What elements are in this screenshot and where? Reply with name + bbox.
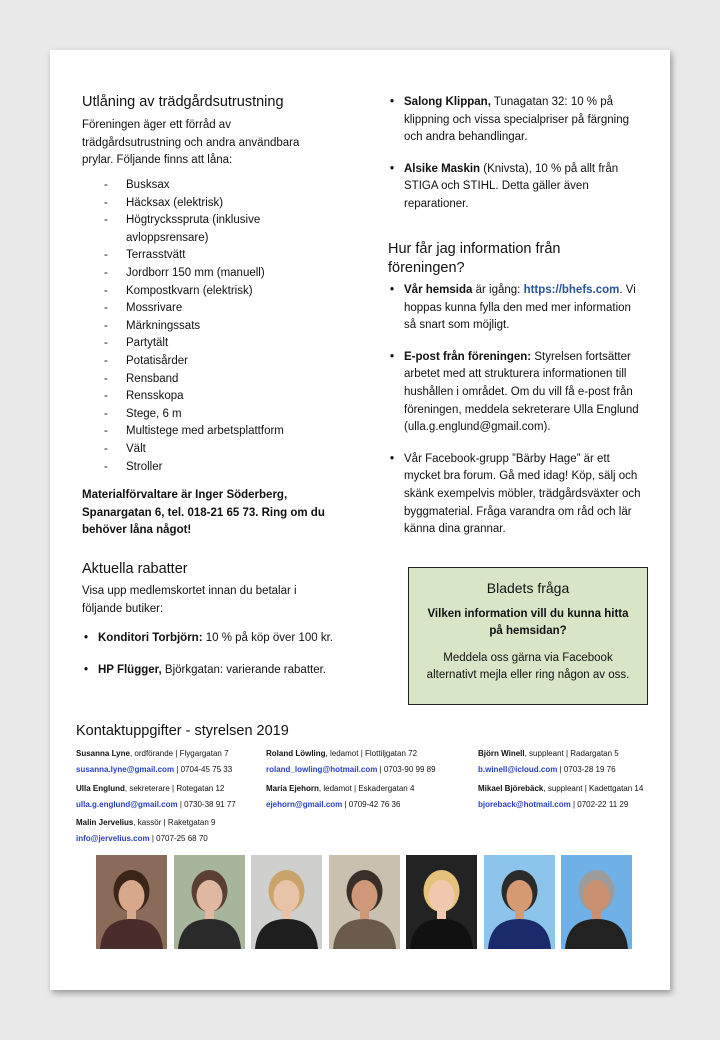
lending-item: - Terrasstvätt — [104, 247, 314, 265]
board-member-photo — [406, 855, 477, 949]
lending-item: - Potatisårder — [104, 353, 314, 371]
question-box-question: Vilken information vill du kunna hitta på hemsidan? — [427, 608, 629, 637]
discounts-intro: Visa upp medlemskortet innan du betalar i följande butiker: — [82, 585, 297, 615]
portrait-image — [329, 855, 400, 949]
contact-line — [478, 762, 619, 778]
info-item — [390, 349, 644, 437]
contact-phone: | 0707-25 68 70 — [151, 833, 208, 843]
lending-item-list — [104, 177, 314, 476]
discount-shop-name: Salong Klippan, — [404, 96, 491, 108]
contact-card — [76, 815, 216, 846]
contact-role: , kassör — [133, 818, 162, 827]
contact-line — [76, 831, 216, 847]
contact-card — [266, 781, 414, 812]
contact-card — [76, 781, 236, 812]
contact-card — [478, 781, 643, 812]
contact-address: | Kadettgatan 14 — [584, 784, 644, 793]
contact-line — [478, 797, 643, 813]
info-item — [390, 451, 644, 539]
lending-item: - Mossrivare — [104, 300, 314, 318]
contact-name: Ulla Englund — [76, 784, 125, 793]
contact-phone: | 0730-38 91 77 — [179, 799, 236, 809]
contact-line — [266, 781, 414, 797]
discount-shop-name: Alsike Maskin — [404, 162, 481, 175]
contact-role: , sekreterare — [124, 784, 170, 793]
contact-role: , suppleant — [524, 749, 564, 758]
lending-item: - Märkningssats — [104, 318, 314, 336]
discount-text: Tunagatan 32: 10 % på klippning och vissa specialpriser på färgning och andra behandlingar. — [404, 96, 630, 144]
contact-line — [266, 797, 414, 813]
info-item-text: är igång: — [472, 284, 524, 296]
newsletter-page — [50, 50, 670, 990]
contact-name: Björn Winell — [478, 749, 525, 758]
contact-name: Maria Ejehorn — [266, 784, 319, 793]
question-box-title: Bladets fråga — [486, 580, 570, 596]
contact-line — [478, 781, 643, 797]
contact-phone: | 0703-90 99 89 — [379, 764, 436, 774]
lending-item: - Partytält — [104, 335, 314, 353]
contact-phone: | 0704-45 75 33 — [176, 764, 233, 774]
discount-text: 10 % på köp över 100 kr. — [202, 632, 333, 644]
portrait-image — [174, 855, 245, 949]
info-item-text: Vår Facebook-grupp ”Bärby Hage” är ett mycket bra forum. Gå med idag! Köp, sälj och skänk exempelvis möbler, trädgårdsväxter och byggmaterial. Fråga varandra om råd och lär känna dina grannar. — [404, 452, 641, 536]
contact-line — [478, 746, 619, 762]
contact-name: Susanna Lyne — [76, 749, 130, 758]
info-list — [390, 282, 644, 553]
contact-name: Mikael Björebäck — [478, 784, 544, 793]
lending-heading: Utlåning av trädgårdsutrustning — [82, 94, 284, 110]
material-manager-note — [82, 487, 342, 540]
manager-line: Spanargatan 6, tel. 018-21 65 73. Ring om du — [82, 506, 325, 519]
contact-line — [266, 762, 436, 778]
discount-item — [84, 630, 354, 648]
portrait-image — [406, 855, 477, 949]
lending-item: - Kompostkvarn (elektrisk) — [104, 283, 314, 301]
lending-item: - Stege, 6 m — [104, 406, 314, 424]
manager-line: Materialförvaltare är Inger Söderberg, — [82, 489, 288, 501]
contact-card — [478, 746, 619, 777]
board-member-photo — [251, 855, 322, 949]
contact-line — [266, 746, 436, 762]
contact-line — [76, 815, 216, 831]
contact-email-link[interactable]: ulla.g.englund@gmail.com — [76, 799, 178, 809]
info-item-text: Styrelsen fortsätter arbetet med att strukturera informationen till hushållen i området. Om du vill få e-post från föreningen, meddela sekreterare Ulla Englund (ulla.g.englund@gmail.com). — [404, 350, 639, 434]
discount-text: (Knivsta), 10 % på allt från STIGA och STIHL. Detta gäller även reparationer. — [404, 162, 619, 210]
discount-shop-name: Konditori Torbjörn: — [98, 632, 203, 644]
contact-card — [76, 746, 232, 777]
info-item — [390, 282, 644, 335]
contact-line — [76, 762, 232, 778]
board-member-photo — [174, 855, 245, 949]
discount-shop-name: HP Flügger, — [98, 663, 162, 676]
contact-role: , ledamot — [325, 749, 359, 758]
discount-item — [390, 161, 638, 214]
question-box-message: Meddela oss gärna via Facebook alternativt mejla eller ring någon av oss. — [426, 652, 630, 681]
contact-line — [76, 746, 232, 762]
contact-line — [76, 781, 236, 797]
contact-phone: | 0702-22 11 29 — [572, 799, 629, 809]
contact-email-link[interactable]: ejehorn@gmail.com — [266, 799, 343, 809]
manager-line: behöver låna något! — [82, 524, 192, 537]
lending-item: - Rensskopa — [104, 388, 314, 406]
contact-name: Roland Löwling — [266, 749, 326, 758]
contact-address: | Rotegatan 12 — [172, 784, 225, 793]
info-heading: Hur får jag information från föreningen? — [388, 241, 561, 276]
discount-item — [390, 94, 638, 147]
board-member-photo — [561, 855, 632, 949]
info-item-text-end: . Vi hoppas kunna fylla den med mer information så snart som möjligt. — [404, 284, 636, 332]
contact-card — [266, 746, 436, 777]
contact-email-link[interactable]: roland_lowling@hotmail.com — [266, 764, 378, 774]
lending-item: - Busksax — [104, 177, 314, 195]
contact-email-link[interactable]: info@jervelius.com — [76, 833, 150, 843]
lending-item: - Högtrycksspruta (inklusive avloppsrensare) — [104, 212, 314, 247]
portrait-image — [251, 855, 322, 949]
info-item-title: E-post från föreningen: — [404, 350, 532, 363]
website-link[interactable]: https://bhefs.com — [523, 284, 620, 296]
discount-list — [84, 630, 354, 693]
lending-item: - Jordborr 150 mm (manuell) — [104, 265, 314, 283]
lending-item: - Rensband — [104, 371, 314, 389]
discounts-heading: Aktuella rabatter — [82, 561, 188, 577]
board-photo-row — [96, 855, 632, 949]
contact-name: Malin Jervelius — [76, 818, 134, 827]
contact-line — [76, 797, 236, 813]
lending-item: - Häcksax (elektrisk) — [104, 195, 314, 213]
contact-email-link[interactable]: bjoreback@hotmail.com — [478, 799, 571, 809]
lending-item: - Stroller — [104, 459, 314, 477]
board-member-photo — [96, 855, 167, 949]
lending-item: - Multistege med arbetsplattform — [104, 423, 314, 441]
contact-email-link[interactable]: susanna.lyne@gmail.com — [76, 764, 175, 774]
lending-intro: Föreningen äger ett förråd av trädgårdsutrustning och andra användbara prylar. Följande finns att låna: — [82, 119, 300, 167]
lending-item: - Vält — [104, 441, 314, 459]
board-member-photo — [484, 855, 555, 949]
contacts-heading: Kontaktuppgifter - styrelsen 2019 — [76, 723, 289, 739]
portrait-image — [561, 855, 632, 949]
contact-email-link[interactable]: b.winell@icloud.com — [478, 764, 558, 774]
discount-item — [84, 662, 354, 680]
contact-role: , ledamot — [318, 784, 352, 793]
contact-phone: | 0703-28 19 76 — [559, 764, 616, 774]
contact-address: | Raketgatan 9 — [163, 818, 216, 827]
board-member-photo — [329, 855, 400, 949]
portrait-image — [484, 855, 555, 949]
contact-address: | Eskadergatan 4 — [354, 784, 415, 793]
contact-role: , suppleant — [543, 784, 583, 793]
contact-address: | Radargatan 5 — [565, 749, 619, 758]
contact-role: , ordförande — [129, 749, 174, 758]
contact-address: | Flottiljgatan 72 — [360, 749, 418, 758]
contact-address: | Flygargatan 7 — [175, 749, 229, 758]
discount-text: Björkgatan: varierande rabatter. — [161, 663, 326, 676]
question-box — [408, 567, 648, 705]
contact-phone: | 0709-42 76 36 — [344, 799, 401, 809]
portrait-image — [96, 855, 167, 949]
discount-list-continued — [390, 94, 638, 228]
info-item-title: Vår hemsida — [404, 284, 473, 296]
